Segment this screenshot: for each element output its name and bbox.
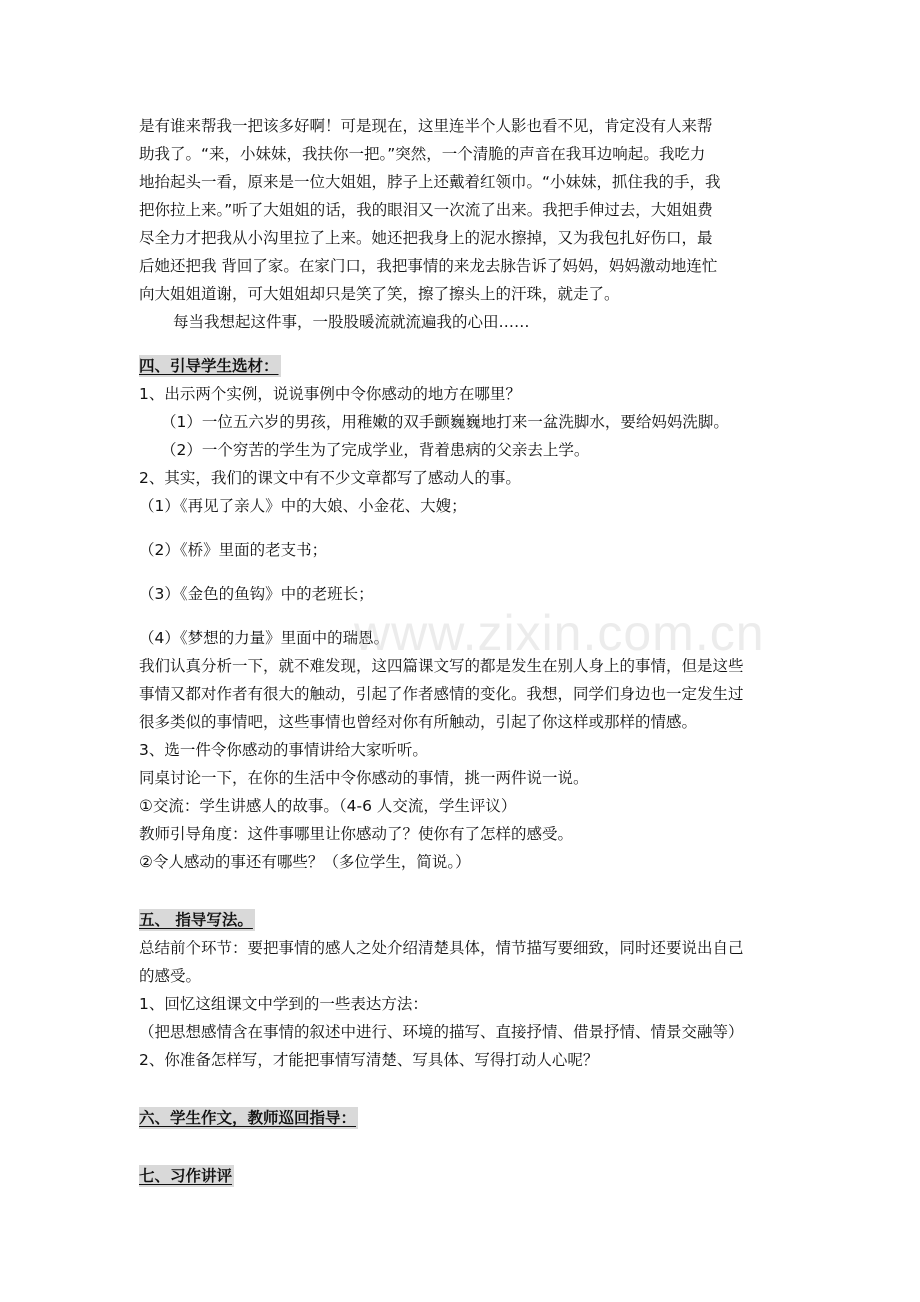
section5-item1: 1、回忆这组课文中学到的一些表达方法： [139, 995, 428, 1013]
text-reference: （4）《梦想的力量》里面中的瑞恩。 [139, 629, 390, 647]
exchange-text: ①交流：学生讲感人的故事。（4-6 人交流，学生评议） [139, 797, 517, 815]
section4-item3: 3、选一件令你感动的事情讲给大家听听。 [139, 741, 428, 759]
section5-heading: 五、 指导写法。 [139, 911, 253, 929]
story-line: 向大姐姐道谢，可大姐姐却只是笑了笑，擦了擦头上的汗珠，就走了。 [139, 285, 620, 303]
section4-heading: 四、引导学生选材： [139, 357, 279, 375]
guide-text: 教师引导角度：这件事哪里让你感动了？使你有了怎样的感受。 [139, 825, 574, 843]
section4-item1: 1、出示两个实例，说说事例中令你感动的地方在哪里？ [139, 385, 521, 403]
methods-text: （把思想感情含在事情的叙述中进行、环境的描写、直接抒情、借景抒情、情景交融等） [139, 1023, 744, 1041]
analysis-line: 很多类似的事情吧，这些事情也曾经对你有所触动，引起了你这样或那样的情感。 [139, 713, 698, 731]
story-line: 尽全力才把我从小沟里拉了上来。她还把我身上的泥水擦掉，又为我包扎好伤口，最 [139, 229, 713, 247]
story-line: 是有谁来帮我一把该多好啊！可是现在，这里连半个人影也看不见，肯定没有人来帮 [139, 117, 713, 135]
analysis-line: 我们认真分析一下，就不难发现，这四篇课文写的都是发生在别人身上的事情，但是这些 [139, 657, 744, 675]
discussion-text: 同桌讨论一下，在你的生活中令你感动的事情，挑一两件说一说。 [139, 769, 589, 787]
summary-line: 的感受。 [139, 967, 202, 985]
story-line: 助我了。“来，小妹妹，我扶你一把。”突然，一个清脆的声音在我耳边响起。我吃力 [139, 145, 706, 163]
analysis-line: 事情又都对作者有很大的触动，引起了作者感情的变化。我想，同学们身边也一定发生过 [139, 685, 744, 703]
story-line: 把你拉上来。”听了大姐姐的话，我的眼泪又一次流了出来。我把手伸过去，大姐姐费 [139, 201, 713, 219]
story-line: 地抬起头一看，原来是一位大姐姐，脖子上还戴着红领巾。“小妹妹，抓住我的手，我 [139, 173, 721, 191]
summary-line: 总结前个环节：要把事情的感人之处介绍清楚具体，情节描写要细致，同时还要说出自己 [139, 939, 744, 957]
watermark: www.zixin.com.cn [354, 605, 765, 661]
story-paragraph [139, 112, 779, 336]
more-text: ②令人感动的事还有哪些？（多位学生，简说。） [139, 853, 471, 871]
text-reference: （1）《再见了亲人》中的大娘、小金花、大嫂； [139, 497, 467, 515]
example-item: （2）一个穷苦的学生为了完成学业，背着患病的父亲去上学。 [161, 441, 590, 459]
section4-item2: 2、其实，我们的课文中有不少文章都写了感动人的事。 [139, 469, 521, 487]
story-closing: 每当我想起这件事，一股股暖流就流遍我的心田…… [173, 313, 530, 331]
section6-heading: 六、学生作文，教师巡回指导： [139, 1109, 357, 1127]
story-line: 后她还把我 背回了家。在家门口，我把事情的来龙去脉告诉了妈妈，妈妈激动地连忙 [139, 257, 718, 275]
section7-heading: 七、习作讲评 [139, 1167, 233, 1185]
example-item: （1）一位五六岁的男孩，用稚嫩的双手颤巍巍地打来一盆洗脚水，要给妈妈洗脚。 [161, 413, 729, 431]
section5-item2: 2、你准备怎样写，才能把事情写清楚、写具体、写得打动人心呢？ [139, 1051, 599, 1069]
text-reference: （2）《桥》里面的老支书； [139, 541, 328, 559]
text-reference: （3）《金色的鱼钩》中的老班长； [139, 585, 374, 603]
document-page [139, 112, 779, 1190]
